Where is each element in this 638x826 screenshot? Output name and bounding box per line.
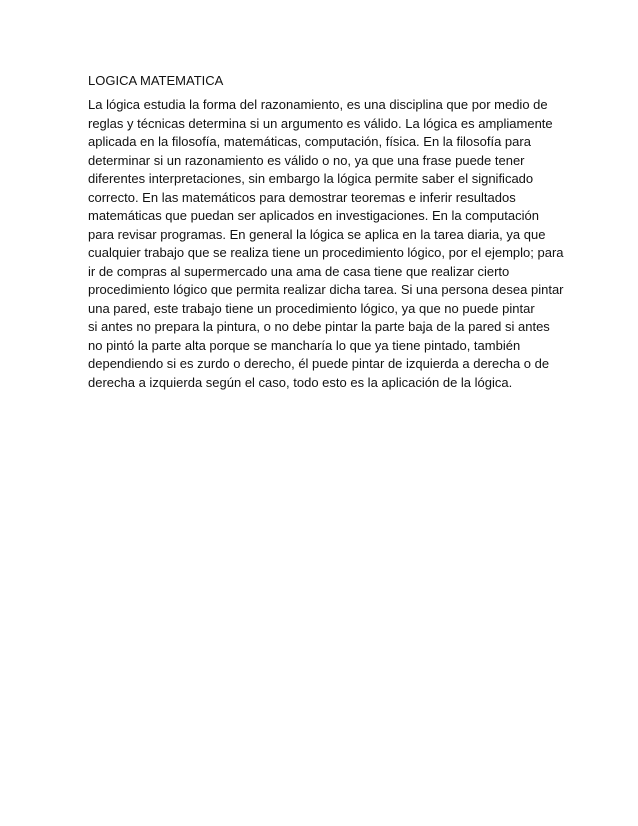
body-line: dependiendo si es zurdo o derecho, él puede pintar de izquierda a derecha o de — [88, 356, 550, 371]
body-line: cualquier trabajo que se realiza tiene un procedimiento lógico, por el ejemplo; para — [88, 245, 564, 260]
body-line: una pared, este trabajo tiene un procedimiento lógico, ya que no puede pintar — [88, 300, 535, 316]
body-line: no pintó la parte alta porque se mancharía lo que ya tiene pintado, también — [88, 337, 521, 353]
document-body — [88, 96, 564, 392]
body-line: derecha a izquierda según el caso, todo esto es la aplicación de la lógica. — [88, 374, 513, 390]
body-line: correcto. En las matemáticos para demostrar teoremas e inferir resultados — [88, 189, 516, 205]
body-line: matemáticas que puedan ser aplicados en investigaciones. En la computación — [88, 208, 539, 223]
body-line: ir de compras al supermercado una ama de casa tiene que realizar cierto — [88, 263, 510, 279]
body-line: determinar si un razonamiento es válido o no, ya que una frase puede tener — [88, 152, 525, 168]
body-line: si antes no prepara la pintura, o no debe pintar la parte baja de la pared si antes — [88, 319, 550, 334]
body-line: reglas y técnicas determina si un argumento es válido. La lógica es ampliamente — [88, 115, 553, 131]
body-line: La lógica estudia la forma del razonamiento, es una disciplina que por medio de — [88, 97, 548, 112]
document-title: LOGICA MATEMATICA — [88, 73, 224, 88]
body-line: aplicada en la filosofía, matemáticas, computación, física. En la filosofía para — [88, 134, 531, 149]
body-line: diferentes interpretaciones, sin embargo la lógica permite saber el significado — [88, 171, 534, 186]
body-line: procedimiento lógico que permita realizar dicha tarea. Si una persona desea pintar — [88, 282, 564, 297]
body-line: para revisar programas. En general la lógica se aplica en la tarea diaria, ya que — [88, 226, 546, 242]
